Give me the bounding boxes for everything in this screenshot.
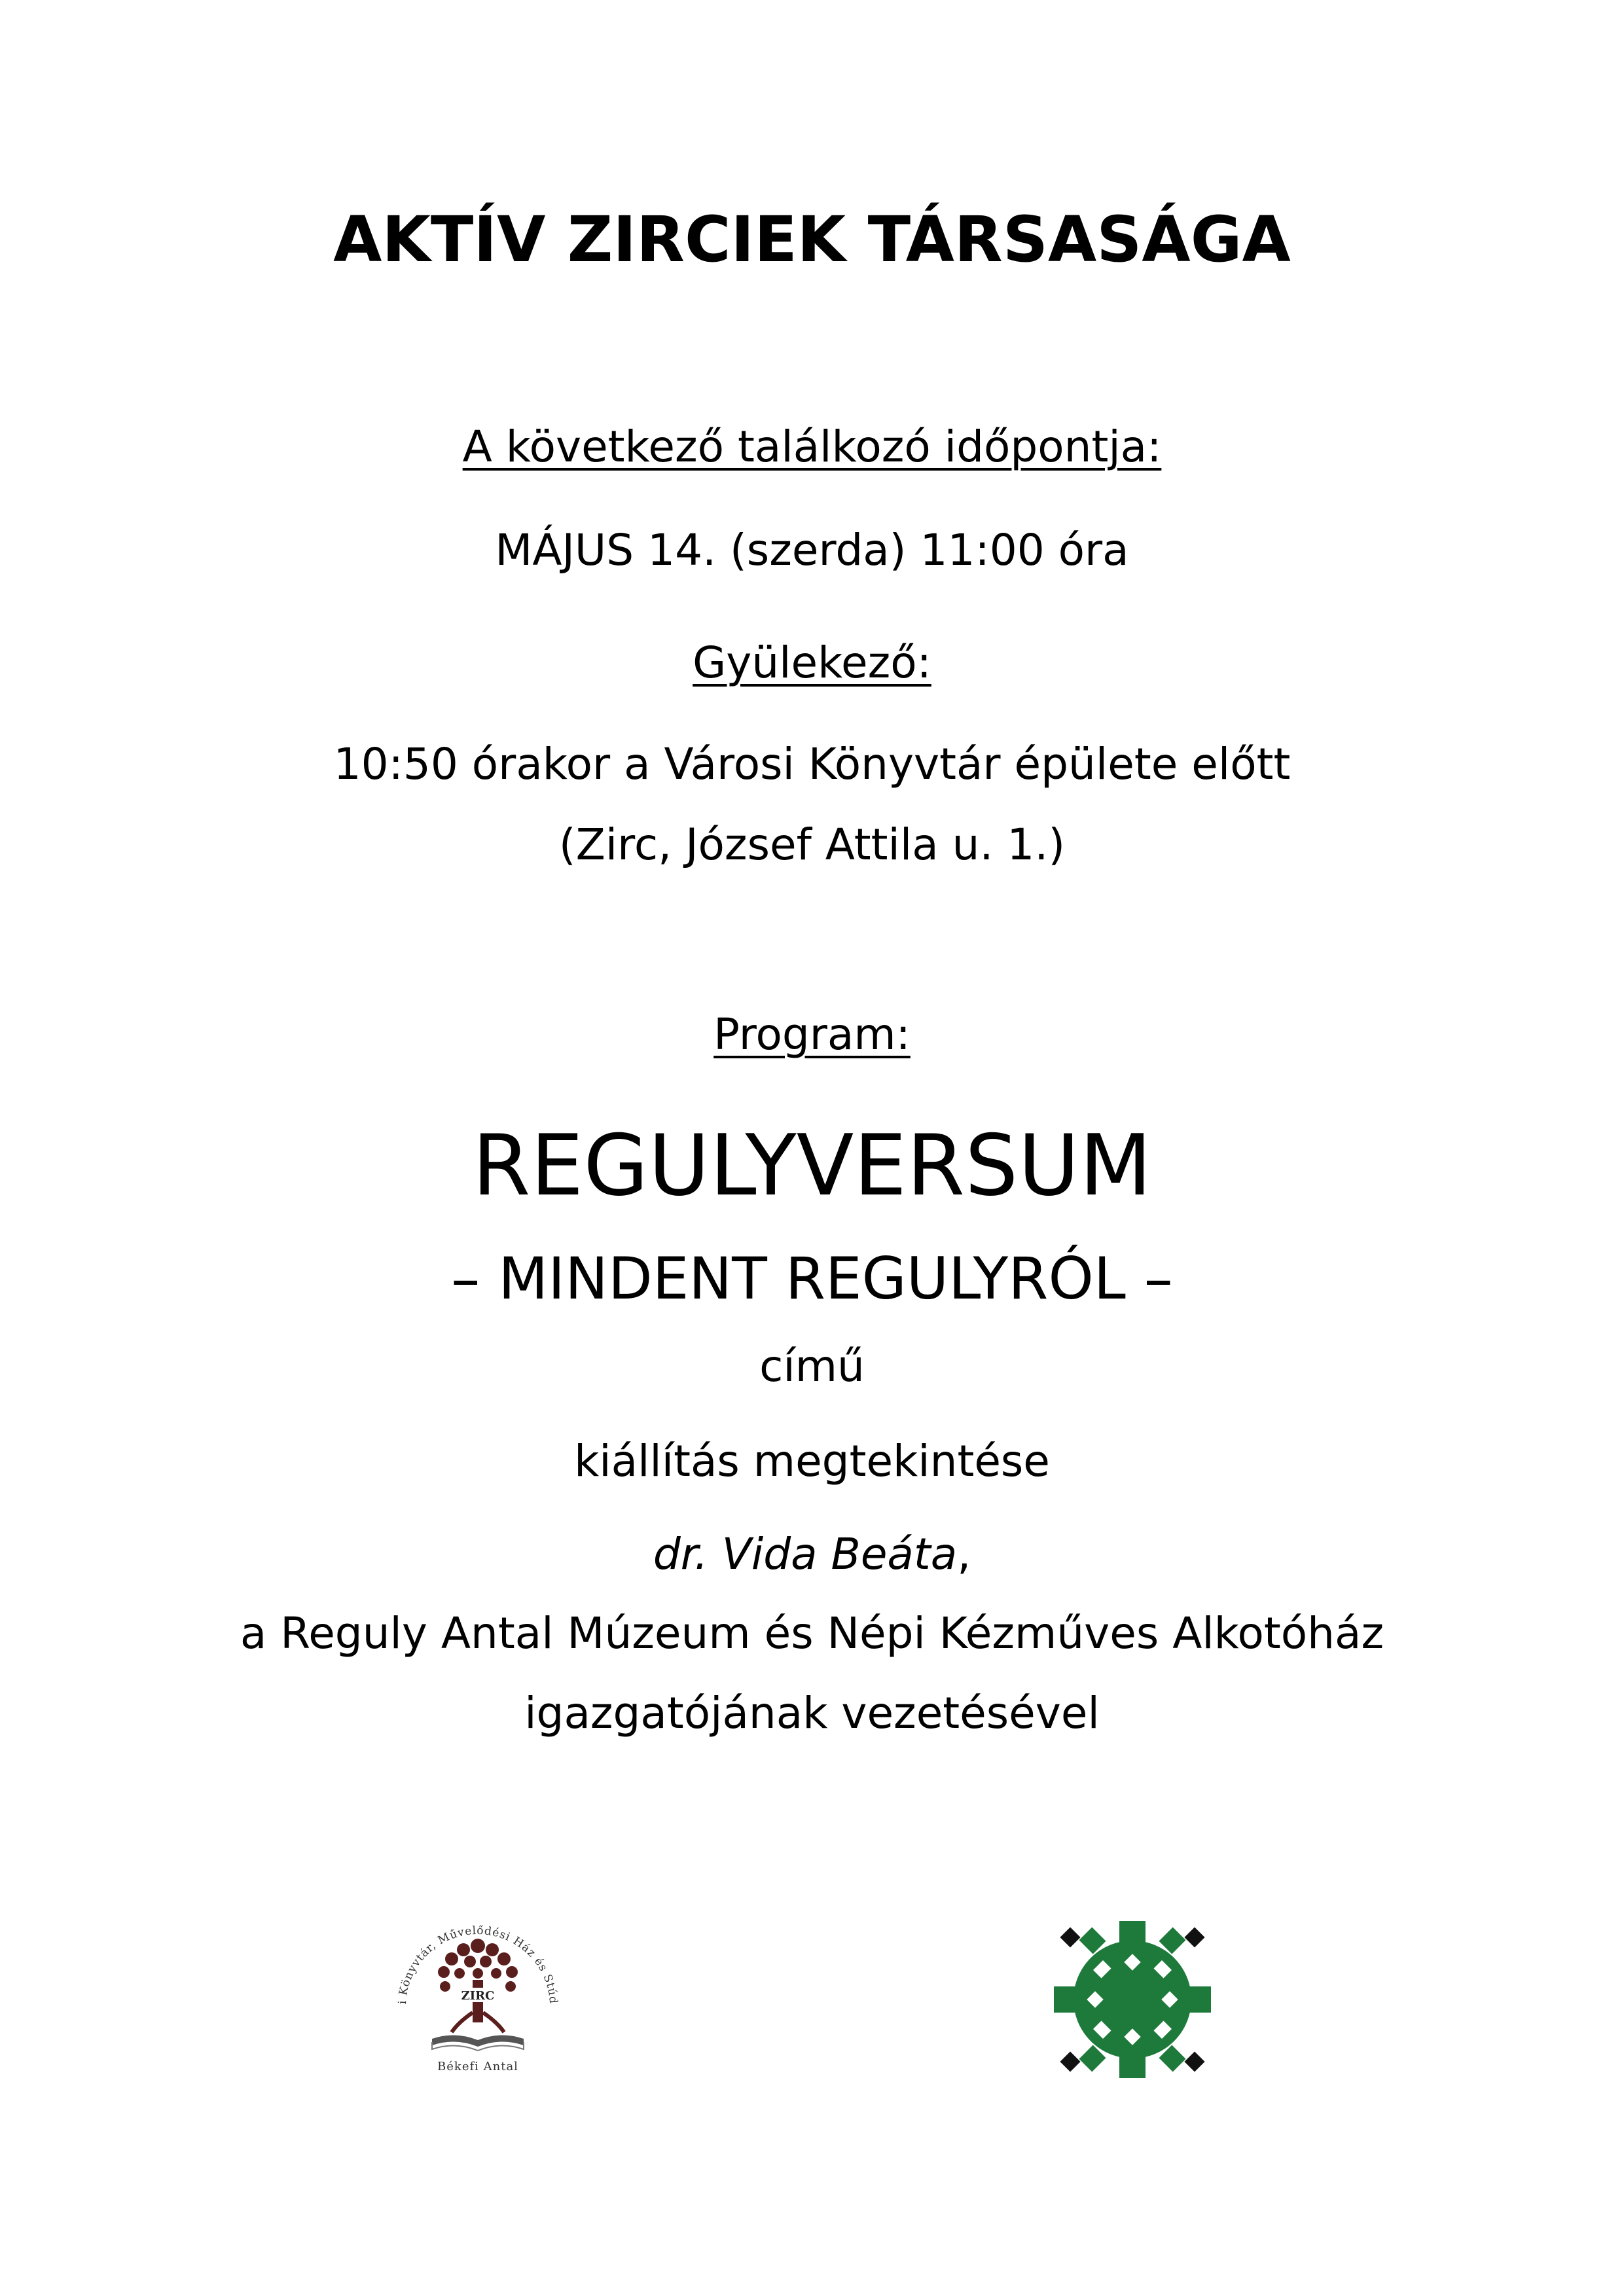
guide-name: dr. Vida Beáta (653, 1529, 958, 1579)
guide-name-line (0, 1529, 1624, 1579)
guide-role: a Reguly Antal Múzeum és Népi Kézműves Alkotóház (240, 1608, 1384, 1659)
gathering-place: 10:50 órakor a Városi Könyvtár épülete előtt (333, 739, 1291, 789)
meeting-time: MÁJUS 14. (szerda) 11:00 óra (495, 525, 1129, 575)
program-label: Program: (713, 1009, 911, 1060)
tree-book-icon (386, 1908, 569, 2078)
logo-zirc-text: ZIRC (461, 1989, 495, 2003)
logo-bottom-text: Békefi Antal (437, 2060, 518, 2073)
exhibition-subtitle: – MINDENT REGULYRÓL – (451, 1245, 1173, 1312)
emblem-icon (1054, 1921, 1211, 2078)
cimu-text: című (759, 1341, 865, 1391)
guide-comma: , (957, 1529, 971, 1579)
town-emblem (1054, 1921, 1211, 2078)
guide-role-2: igazgatójának vezetésével (524, 1688, 1100, 1738)
meeting-label: A következő találkozó időpontja: (462, 422, 1162, 472)
gathering-address: (Zirc, József Attila u. 1.) (558, 819, 1066, 870)
page-title: AKTÍV ZIRCIEK TÁRSASÁGA (333, 203, 1291, 276)
library-logo (386, 1908, 569, 2078)
kiallitas-text: kiállítás megtekintése (574, 1436, 1050, 1486)
gathering-label: Gyülekező: (693, 637, 931, 688)
exhibition-title: REGULYVERSUM (472, 1117, 1152, 1215)
logo-arc-text: i Könyvtár, Művelődési Ház és Stúd (396, 1924, 560, 2005)
